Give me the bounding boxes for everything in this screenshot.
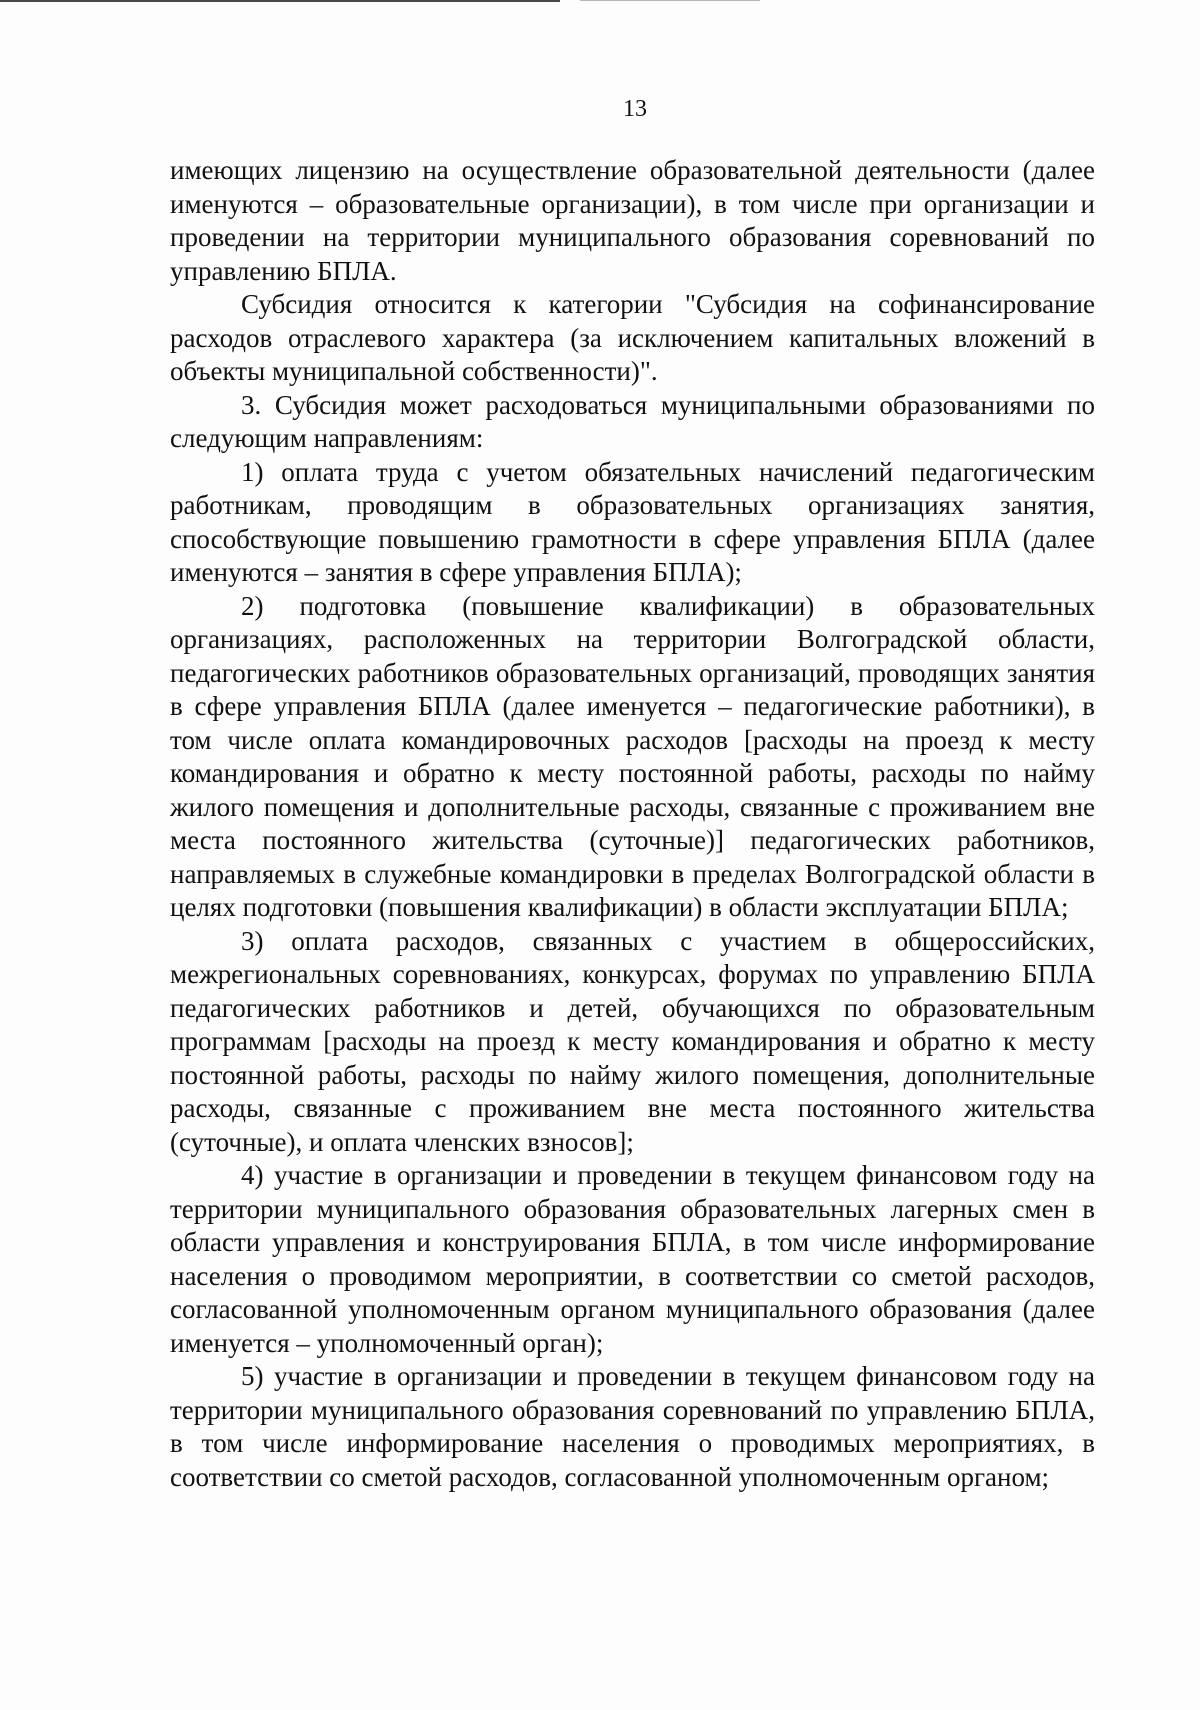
paragraph-subitem-1: 1) оплата труда с учетом обязательных начислений педагогическим работникам, проводящим в образовательных организациях занятия, способствующие повышению грамотности в сфере управления БПЛА (далее именуются – занятия в сфере управления БПЛА);: [170, 456, 1095, 587]
paragraph-subsidy-category: Субсидия относится к категории "Субсидия на софинансирование расходов отраслевого характера (за исключением капитальных вложений в объекты муниципальной собственности)".: [170, 289, 1095, 386]
page-number: 13: [623, 96, 647, 122]
document-body: [170, 154, 1095, 1494]
paragraph-subitem-5: 5) участие в организации и проведении в текущем финансовом году на территории муниципального образования соревнований по управлению БПЛА, в том числе информирование населения о проводимых мероприятиях, в соответствии со сметой расходов, согласованной уполномоченным органом;: [170, 1361, 1095, 1492]
paragraph-item-3: 3. Субсидия может расходоваться муниципальными образованиями по следующим направлениям:: [170, 389, 1095, 453]
scan-edge-line: [0, 0, 560, 2]
paragraph-subitem-4: 4) участие в организации и проведении в текущем финансовом году на территории муниципального образования образовательных лагерных смен в области управления и конструирования БПЛА, в том числе информирование населения о проводимом мероприятии, в соответствии со сметой расходов, согласованной уполномоченным органом муниципального образования (далее именуется – уполномоченный орган);: [170, 1160, 1095, 1358]
paragraph-subitem-3: 3) оплата расходов, связанных с участием в общероссийских, межрегиональных соревнованиях, конкурсах, форумах по управлению БПЛА педагогических работников и детей, обучающихся по образовательным программам [расходы на проезд к месту командирования и обратно к месту постоянной работы, расходы по найму жилого помещения, дополнительные расходы, связанные с проживанием вне места постоянного жительства (суточные), и оплата членских взносов];: [170, 925, 1095, 1157]
paragraph-subitem-2: 2) подготовка (повышение квалификации) в образовательных организациях, расположенных на территории Волгоградской области, педагогических работников образовательных организаций, проводящих занятия в сфере управления БПЛА (далее именуется – педагогические работники), в том числе оплата командировочных расходов [расходы на проезд к месту командирования и обратно к месту постоянной работы, расходы по найму жилого помещения и дополнительные расходы, связанные с проживанием вне места постоянного жительства (суточные)] педагогических работников, направляемых в служебные командировки в пределах Волгоградской области в целях подготовки (повышения квалификации) в области эксплуатации БПЛА;: [170, 590, 1095, 922]
paragraph-continuation: имеющих лицензию на осуществление образовательной деятельности (далее именуются – образовательные организации), в том числе при организации и проведении на территории муниципального образования соревнований по управлению БПЛА.: [170, 155, 1095, 286]
scan-edge-line-faint: [580, 0, 760, 1]
